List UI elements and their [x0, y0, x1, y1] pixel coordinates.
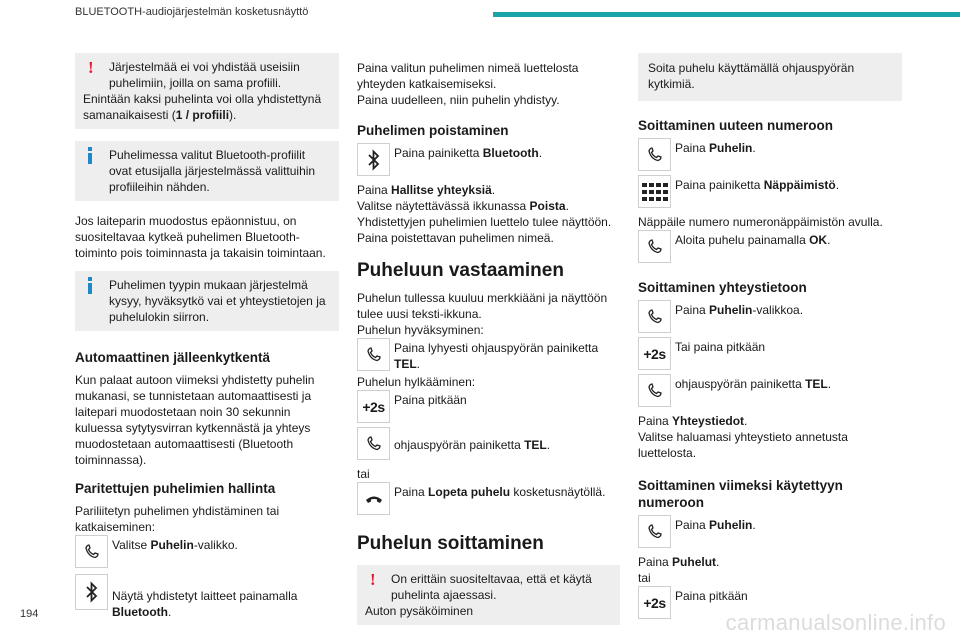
instruction-row: Paina painiketta Näppäimistö.	[638, 177, 902, 208]
paragraph: Paina uudelleen, niin puhelin yhdistyy.	[357, 93, 560, 107]
phone-icon	[357, 427, 390, 460]
paragraph: Paina Hallitse yhteyksiä.	[357, 183, 496, 197]
chapter-heading: Puheluun vastaaminen	[357, 260, 564, 281]
page-number: 194	[20, 608, 39, 620]
section-heading: Automaattinen jälleenkytkentä	[75, 350, 271, 365]
info-box: Soita puhelu käyttämällä ohjauspyörän kytkimiä.	[638, 53, 902, 101]
instruction-row: Näytä yhdistetyt laitteet painamalla Bluetooth.	[75, 576, 339, 620]
phone-icon	[75, 535, 108, 568]
info-note: Puhelimen tyypin mukaan järjestelmä kysyy, hyväksytkö vai et yhteystietojen ja puhelulokin siirron.	[75, 271, 339, 331]
bluetooth-icon	[357, 143, 390, 176]
instruction-row: Valitse Puhelin-valikko.	[75, 537, 339, 568]
instruction-row: Paina Puhelin-valikkoa.	[638, 302, 902, 333]
paragraph: Paina poistettavan puhelimen nimeä.	[357, 231, 554, 245]
column-1	[75, 53, 339, 626]
long-press-icon: +2s	[357, 390, 390, 423]
instruction-row: Paina Puhelin.	[638, 517, 902, 548]
instruction-row: Paina painiketta Bluetooth.	[357, 145, 620, 176]
paragraph: Yhdistettyjen puhelimien luettelo tulee näyttöön.	[357, 215, 612, 229]
phone-icon	[638, 515, 671, 548]
paragraph: Pariliitetyn puhelimen yhdistäminen tai katkaiseminen:	[75, 504, 280, 534]
paragraph: Näppäile numero numeronäppäimistön avulla.	[638, 215, 883, 229]
watermark: carmanualsonline.info	[725, 610, 946, 635]
paragraph: Jos laiteparin muodostus epäonnistuu, on suositeltavaa kytkeä puhelimen Bluetooth-toiminto pois toiminnasta ja takaisin toimintaan.	[75, 214, 326, 260]
instruction-row: Paina lyhyesti ohjauspyörän painiketta TEL.	[357, 340, 620, 372]
column-2	[357, 60, 620, 637]
chapter-heading: Puhelun soittaminen	[357, 533, 544, 554]
paragraph: Puhelun hylkääminen:	[357, 375, 476, 389]
section-heading: Paritettujen puhelimien hallinta	[75, 481, 276, 496]
keypad-icon	[638, 175, 671, 208]
hang-up-icon	[357, 482, 390, 515]
instruction-row: +2s Tai paina pitkään	[638, 339, 902, 370]
instruction-row: Paina Lopeta puhelu kosketusnäytöllä.	[357, 484, 620, 515]
header-accent-bar	[493, 12, 960, 17]
info-icon	[88, 147, 92, 164]
instruction-row: Aloita puhelu painamalla OK.	[638, 232, 902, 263]
paragraph: Valitse haluamasi yhteystieto annetusta luettelosta.	[638, 430, 848, 460]
instruction-row: ohjauspyörän painiketta TEL.	[638, 376, 902, 407]
warning-note: ! Järjestelmää ei voi yhdistää useisiin puhelimiin, joilla on sama profiili. Enintään kaksi puhelinta voi olla yhdistettynä samanaikaisesti (1 / profiili).	[75, 53, 339, 129]
warning-note: ! On erittäin suositeltavaa, että et käytä puhelinta ajaessasi. Auton pysäköiminen	[357, 565, 620, 625]
phone-icon	[638, 230, 671, 263]
paragraph: Valitse näytettävässä ikkunassa Poista.	[357, 199, 569, 213]
instruction-row: +2s Paina pitkään	[357, 392, 620, 423]
section-heading: Soittaminen yhteystietoon	[638, 280, 807, 295]
paragraph: Paina Yhteystiedot.	[638, 414, 748, 428]
paragraph: Puhelun hyväksyminen:	[357, 323, 484, 337]
paragraph: tai	[638, 571, 651, 585]
section-heading: Soittaminen uuteen numeroon	[638, 118, 834, 133]
info-note: Puhelimessa valitut Bluetooth-profiilit ovat etusijalla järjestelmässä valittuihin profiileihin nähden.	[75, 141, 339, 201]
long-press-icon: +2s	[638, 586, 671, 619]
instruction-row: +2s Paina pitkään	[638, 588, 902, 619]
paragraph: Paina valitun puhelimen nimeä luettelosta yhteyden katkaisemiseksi.	[357, 61, 579, 91]
phone-icon	[638, 138, 671, 171]
paragraph: Puhelun tullessa kuuluu merkkiääni ja näyttöön tulee uusi teksti-ikkuna.	[357, 291, 608, 321]
long-press-icon: +2s	[638, 337, 671, 370]
warning-icon: !	[88, 58, 94, 77]
warning-icon: !	[370, 570, 376, 589]
running-header: BLUETOOTH-audiojärjestelmän kosketusnäyttö	[75, 6, 309, 18]
paragraph: Kun palaat autoon viimeksi yhdistetty puhelin mukanasi, se tunnistetaan automaattisesti ja laitepari muodostetaan noin 30 sekunnin kuluessa sytytysvirran kytkennästä ja yhteys muodostetaan automaattisesti (Bluetooth toiminnassa).	[75, 373, 315, 467]
section-heading: Soittaminen viimeksi käytettyyn numeroon	[638, 478, 843, 510]
column-3	[638, 53, 902, 625]
instruction-row: ohjauspyörän painiketta TEL.	[357, 429, 620, 460]
phone-icon	[638, 374, 671, 407]
instruction-row: Paina Puhelin.	[638, 140, 902, 171]
paragraph: Paina Puhelut.	[638, 555, 720, 569]
info-icon	[88, 277, 92, 294]
paragraph: tai	[357, 467, 370, 481]
phone-icon	[638, 300, 671, 333]
section-heading: Puhelimen poistaminen	[357, 123, 509, 138]
phone-icon	[357, 338, 390, 371]
bluetooth-icon	[75, 574, 108, 610]
